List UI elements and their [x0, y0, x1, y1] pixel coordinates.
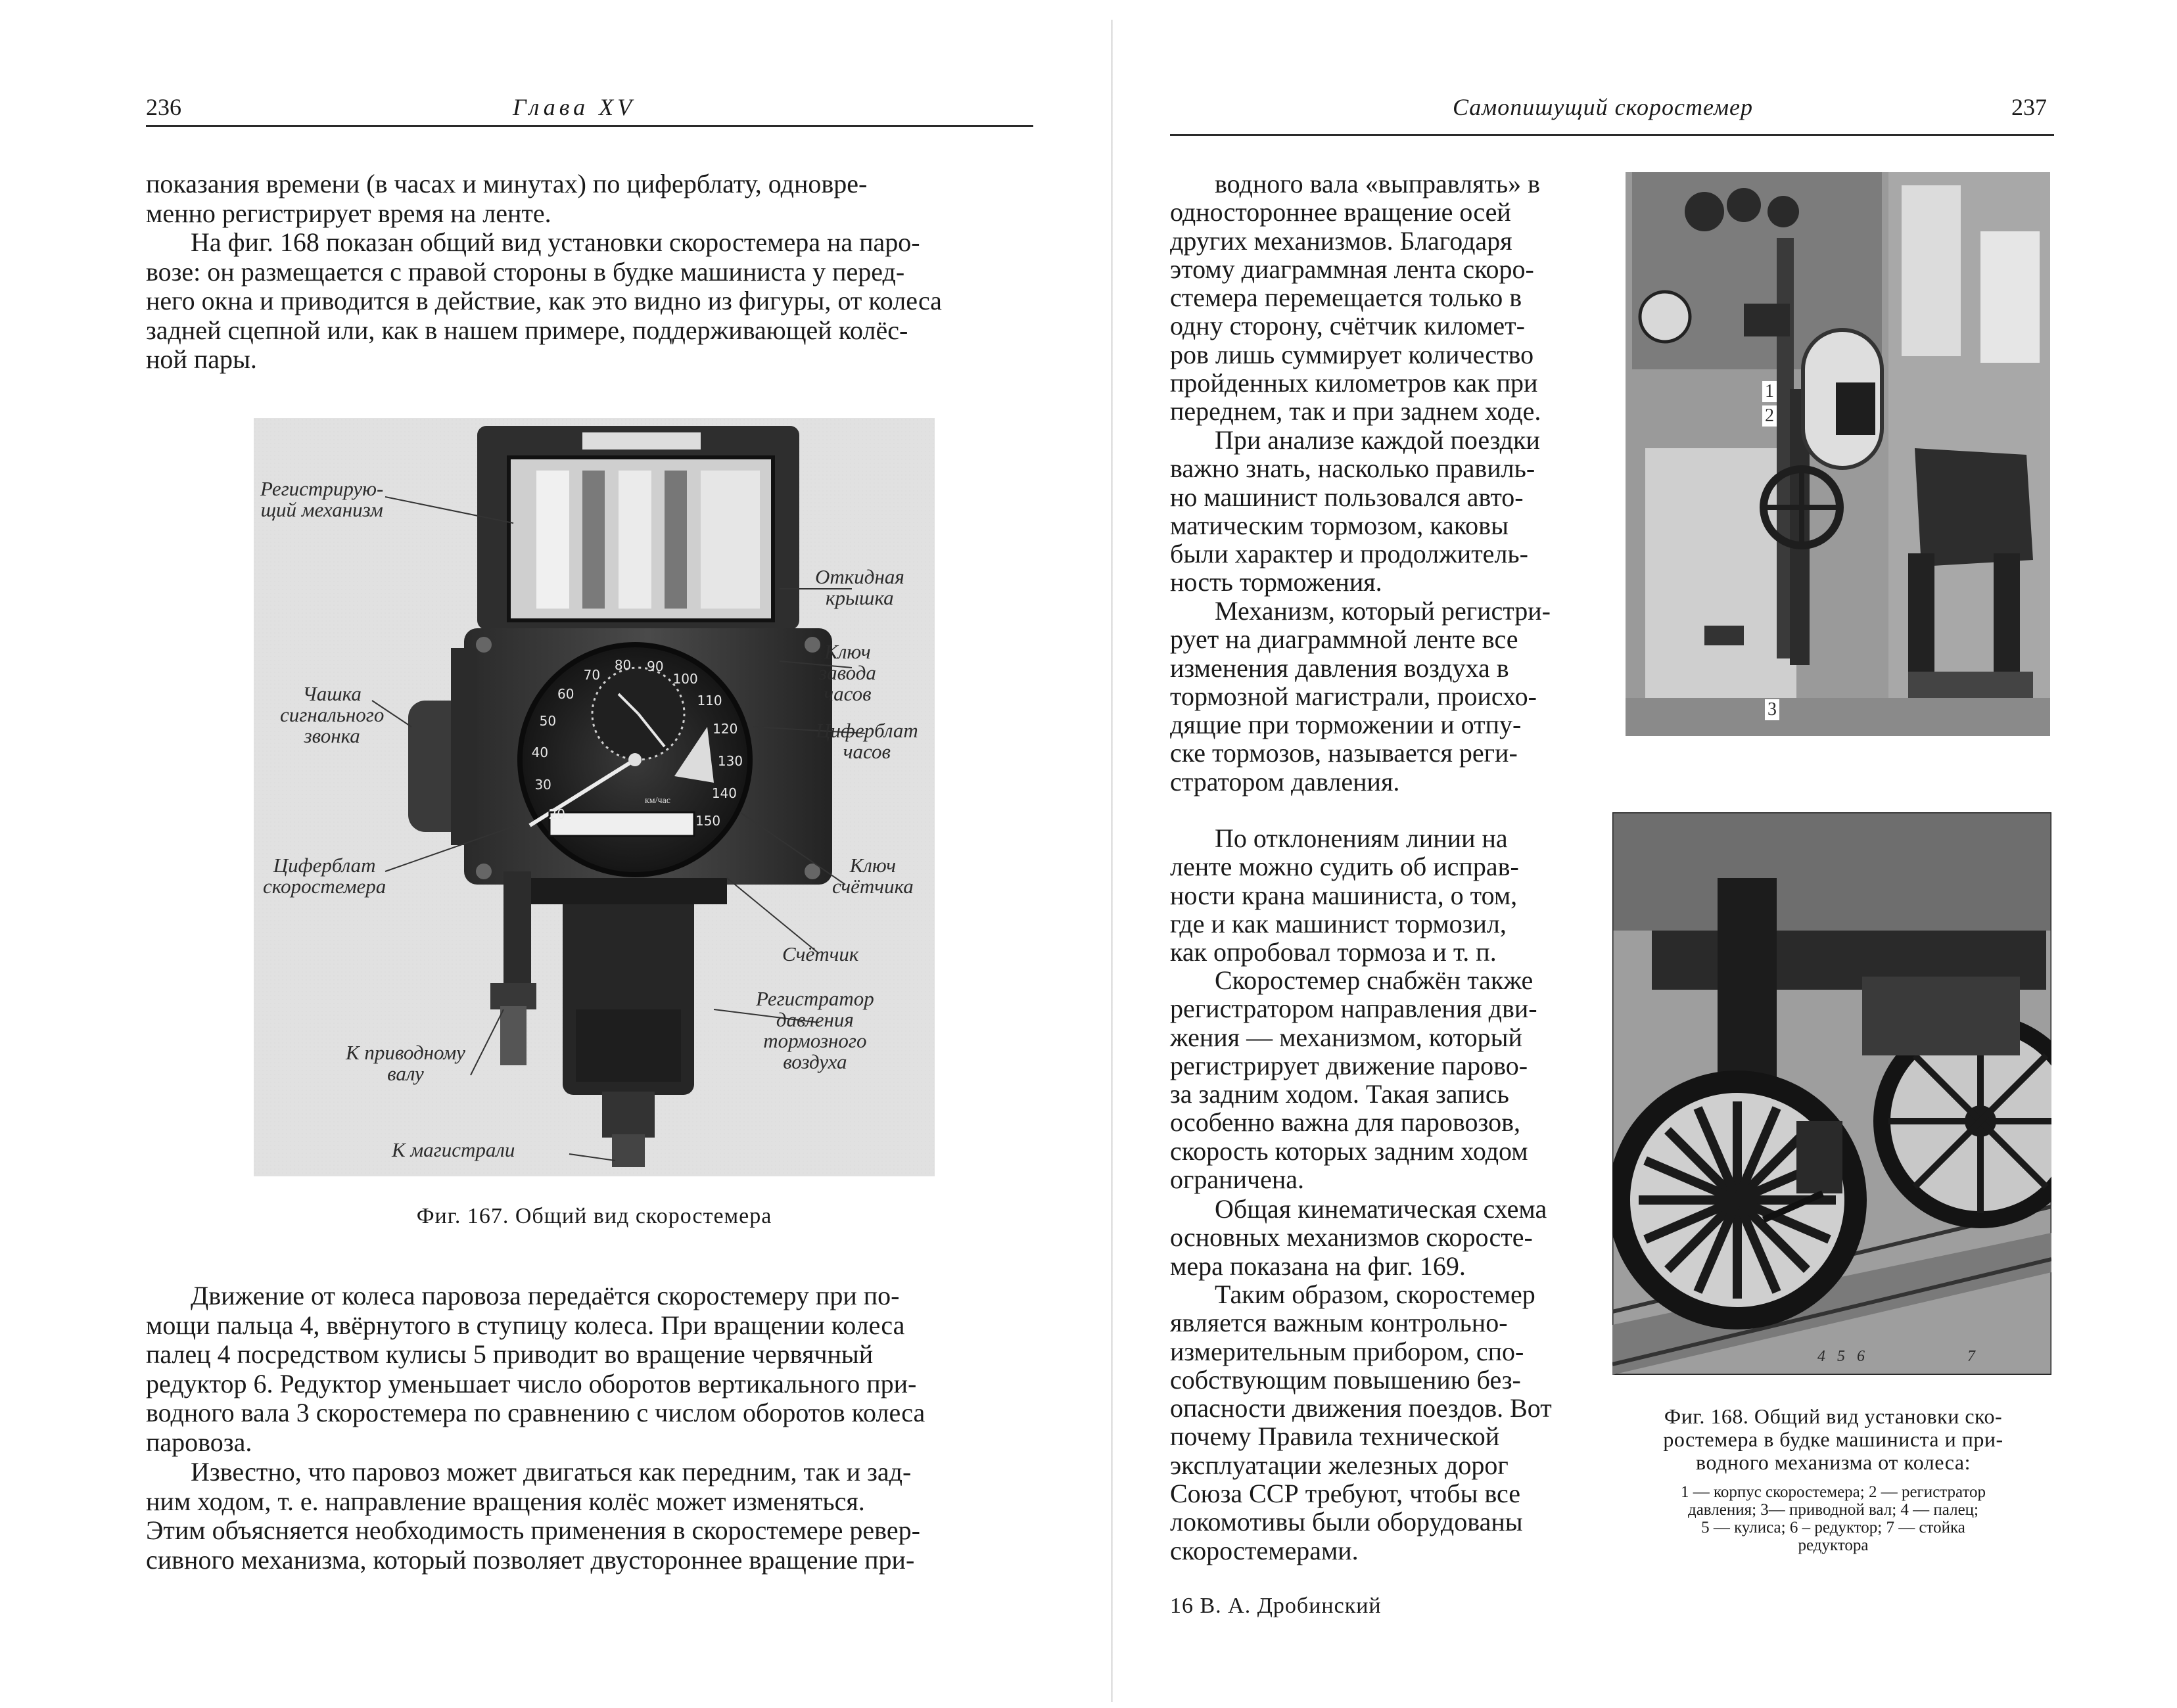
- paragraph: [146, 1458, 1035, 1575]
- callout-line: Откидная: [815, 565, 904, 588]
- dial-number: 20: [548, 806, 565, 823]
- callout-recording-mechanism: [260, 478, 383, 520]
- right-page: [1113, 0, 2177, 1708]
- text-line: за задним ходом. Такая запись: [1170, 1079, 1509, 1109]
- marker-5: 5: [1837, 1348, 1845, 1365]
- figure-167-caption: Фиг. 167. Общий вид скоростемера: [416, 1204, 772, 1228]
- figure-168-cab-interior-photo: [1626, 172, 2050, 736]
- paragraph: [1170, 824, 1596, 966]
- printer-signature: 16 В. А. Дробинский: [1170, 1594, 1382, 1618]
- dial-number: 40: [531, 745, 549, 761]
- callout-line: Ключ: [849, 854, 897, 877]
- callout-counter-key: [832, 855, 914, 897]
- legend-line: давления; 3— приводной вал; 4 — палец;: [1687, 1501, 1979, 1519]
- text-line: является важным контрольно-: [1170, 1308, 1508, 1338]
- text-line: Известно, что паровоз может двигаться как передним, так и зад-: [191, 1457, 912, 1487]
- text-line: жения — механизмом, который: [1170, 1022, 1522, 1052]
- text-line: Скоростемер снабжён также: [1215, 965, 1533, 995]
- text-line: показания времени (в часах и минутах) по циферблату, одновре-: [146, 169, 868, 198]
- text-line: мера показана на фиг. 169.: [1170, 1251, 1466, 1281]
- text-line: него окна и приводится в действие, как это видно из фигуры, от колеса: [146, 286, 942, 315]
- callout-line: завода: [819, 661, 876, 684]
- page-number: 236: [146, 94, 181, 120]
- text-line: дящие при торможении и отпу-: [1170, 710, 1522, 740]
- dial-number: 80: [614, 657, 632, 674]
- callout-line: тормозного: [763, 1029, 867, 1052]
- text-line: ленте можно судить об исправ-: [1170, 852, 1519, 882]
- text-line: мощи пальца 4, ввёрнутого в ступицу колеса. При вращении колеса: [146, 1310, 905, 1340]
- marker-7: 7: [1967, 1348, 1975, 1365]
- dial-number: 110: [697, 692, 722, 708]
- marker-6: 6: [1857, 1348, 1865, 1365]
- text-line: но машинист пользовался авто-: [1170, 482, 1524, 512]
- marker-4: 4: [1817, 1348, 1825, 1365]
- callout-line: воздуха: [783, 1050, 847, 1073]
- dial-number: 140: [711, 785, 737, 801]
- text-line: ность торможения.: [1170, 567, 1382, 597]
- text-line: ров лишь суммирует количество: [1170, 339, 1534, 369]
- callout-line: скоростемера: [263, 875, 386, 898]
- callout-drive-shaft: [346, 1042, 465, 1084]
- text-line: На фиг. 168 показан общий вид установки скоростемера на паро-: [191, 227, 920, 257]
- text-line: стратором давления.: [1170, 766, 1400, 796]
- callout-line: часов: [824, 682, 872, 705]
- caption-line: ростемера в будке машиниста и при-: [1663, 1427, 2003, 1451]
- left-running-head: [0, 89, 1111, 125]
- callout-line: К магистрали: [392, 1138, 515, 1161]
- text-line: Общая кинематическая схема: [1215, 1194, 1547, 1224]
- paragraph: [146, 1281, 1035, 1457]
- text-line: скорость которых задним ходом: [1170, 1136, 1528, 1166]
- callout-line: счётчика: [832, 875, 914, 898]
- text-line: задней сцепной или, как в нашем примере, поддерживающей колёс-: [146, 315, 908, 345]
- callout-hinged-lid: [815, 566, 904, 609]
- text-line: скоростемерами.: [1170, 1535, 1359, 1565]
- callout-line: Ключ: [824, 640, 871, 663]
- text-line: По отклонениям линии на: [1215, 823, 1508, 853]
- text-line: где и как машинист тормозил,: [1170, 908, 1507, 938]
- text-line: сивного механизма, который позволяет двустороннее вращение при-: [146, 1544, 915, 1575]
- text-line: одну сторону, счётчик километ-: [1170, 311, 1525, 341]
- text-line: Союза ССР требуют, чтобы все: [1170, 1479, 1521, 1509]
- legend-line: 1 — корпус скоростемера; 2 — регистратор: [1680, 1483, 1986, 1501]
- text-line: рует на диаграммной ленте все: [1170, 624, 1518, 655]
- dial-number: 120: [713, 721, 738, 737]
- callout-line: Чашка: [302, 682, 362, 705]
- paragraph: [1170, 597, 1596, 796]
- text-line: ним ходом, т. е. направление вращения колёс может изменяться.: [146, 1486, 865, 1516]
- callout-line: давления: [776, 1008, 854, 1031]
- text-line: Таким образом, скоростемер: [1215, 1280, 1535, 1309]
- text-line: ности крана машиниста, о том,: [1170, 880, 1518, 910]
- caption-line: Фиг. 168. Общий вид установки ско-: [1664, 1404, 2003, 1428]
- text-line: изменения давления воздуха в: [1170, 653, 1509, 683]
- caption-line: водного механизма от колеса:: [1696, 1450, 1971, 1474]
- text-line: были характер и продолжитель-: [1170, 539, 1528, 569]
- callout-line: Регистратор: [756, 987, 874, 1010]
- marker-1: 1: [1762, 381, 1777, 402]
- text-line: как опробовал тормоза и т. п.: [1170, 937, 1497, 967]
- dial-number: 50: [539, 713, 557, 729]
- callout-clock-dial: [816, 720, 918, 762]
- dial-number: 150: [695, 813, 721, 829]
- text-line: переднем, так и при заднем ходе.: [1170, 396, 1541, 427]
- dial-number: 130: [717, 752, 743, 769]
- text-line: опасности движения поездов. Вот: [1170, 1393, 1552, 1423]
- page-number: 237: [2011, 94, 2047, 120]
- callout-line: Циферблат: [816, 719, 918, 742]
- text-line: пройденных километров как при: [1170, 368, 1538, 398]
- text-line: регистратором направления дви-: [1170, 994, 1537, 1024]
- legend-line: 5 — кулиса; 6 – редуктор; 7 — стойка: [1701, 1519, 1965, 1536]
- dial-number: 90: [647, 658, 664, 675]
- dial-unit-label: км/час: [645, 796, 671, 806]
- dial-number: 60: [557, 686, 574, 703]
- callout-line: сигнального: [280, 703, 385, 726]
- text-line: особенно важна для паровозов,: [1170, 1107, 1520, 1138]
- text-line: эксплуатации железных дорог: [1170, 1450, 1509, 1480]
- callout-line: Регистрирую-: [260, 477, 384, 500]
- text-line: матическим тормозом, каковы: [1170, 510, 1509, 540]
- text-line: палец 4 посредством кулисы 5 приводит во вращение червячный: [146, 1339, 874, 1369]
- text-line: Этим объясняется необходимость применения в скоростемере ревер-: [146, 1515, 920, 1545]
- callout-main-line: [392, 1140, 515, 1161]
- text-line: важно знать, насколько правиль-: [1170, 453, 1535, 484]
- paragraph: [1170, 966, 1596, 1193]
- text-line: локомотивы были оборудованы: [1170, 1507, 1523, 1537]
- legend-line: редуктора: [1798, 1536, 1869, 1554]
- callout-line: щий механизм: [260, 498, 383, 521]
- paragraph: [1170, 170, 1596, 426]
- text-line: регистрирует движение парово-: [1170, 1050, 1528, 1080]
- text-line: стемера перемещается только в: [1170, 283, 1522, 313]
- callout-signal-bell-cup: [280, 683, 384, 747]
- callout-pressure-recorder: [756, 988, 874, 1073]
- callout-line: крышка: [826, 586, 894, 609]
- text-line: основных механизмов скоросте-: [1170, 1222, 1533, 1253]
- text-line: паровоза.: [146, 1427, 252, 1457]
- text-line: менно регистрирует время на ленте.: [146, 198, 551, 228]
- right-running-head: [1113, 89, 2177, 125]
- text-line: одностороннее вращение осей: [1170, 197, 1511, 227]
- text-line: ной пары.: [146, 344, 257, 374]
- callout-line: Счётчик: [782, 942, 859, 965]
- text-line: При анализе каждой поездки: [1215, 425, 1540, 455]
- chapter-title: Глава XV: [513, 94, 636, 120]
- paragraph: [146, 228, 1035, 375]
- text-line: возе: он размещается с правой стороны в будке машиниста у перед-: [146, 256, 905, 287]
- dial-number: 30: [534, 777, 551, 793]
- text-line: собствующим повышению без-: [1170, 1364, 1521, 1395]
- paragraph: [146, 170, 1035, 228]
- text-line: Механизм, который регистри-: [1215, 596, 1551, 626]
- text-line: этому диаграммная лента скоро-: [1170, 254, 1534, 284]
- paragraph: [1170, 426, 1596, 597]
- paragraph: [1170, 1280, 1596, 1565]
- callout-line: Циферблат: [273, 854, 376, 877]
- text-line: Движение от колеса паровоза передаётся скоростемеру при по-: [191, 1281, 900, 1310]
- text-line: водного вала 3 скоростемера по сравнению с числом оборотов колеса: [146, 1398, 925, 1427]
- text-line: ске тормозов, называется реги-: [1170, 738, 1518, 768]
- text-line: почему Правила технической: [1170, 1421, 1500, 1452]
- marker-2: 2: [1762, 405, 1777, 427]
- text-line: редуктор 6. Редуктор уменьшает число оборотов вертикального при-: [146, 1368, 917, 1398]
- callout-line: звонка: [304, 724, 360, 747]
- callout-clock-winding-key: [819, 641, 876, 704]
- callout-speed-dial: [263, 855, 386, 897]
- figure-168-caption: [1616, 1405, 2050, 1554]
- callout-line: валу: [387, 1062, 424, 1085]
- dial-number: 100: [672, 670, 698, 687]
- dial-number: 70: [583, 666, 601, 683]
- callout-line: часов: [843, 740, 891, 763]
- text-line: измерительным прибором, спо-: [1170, 1336, 1524, 1366]
- callout-line: К приводному: [346, 1041, 465, 1064]
- marker-3: 3: [1765, 699, 1779, 720]
- text-line: ограничена.: [1170, 1165, 1305, 1195]
- text-line: других механизмов. Благодаря: [1170, 225, 1512, 256]
- header-rule: [146, 125, 1033, 127]
- running-title: Самопишущий скоростемер: [1453, 94, 1754, 120]
- callout-counter: [782, 944, 858, 965]
- header-rule: [1170, 134, 2054, 136]
- paragraph: [1170, 1195, 1596, 1280]
- text-line: тормозной магистрали, происхо-: [1170, 681, 1537, 711]
- text-line: водного вала «выправлять» в: [1215, 169, 1541, 198]
- figure-167-speedometer-photo: [254, 418, 935, 1176]
- figure-168-wheel-drive-photo: [1612, 812, 2051, 1375]
